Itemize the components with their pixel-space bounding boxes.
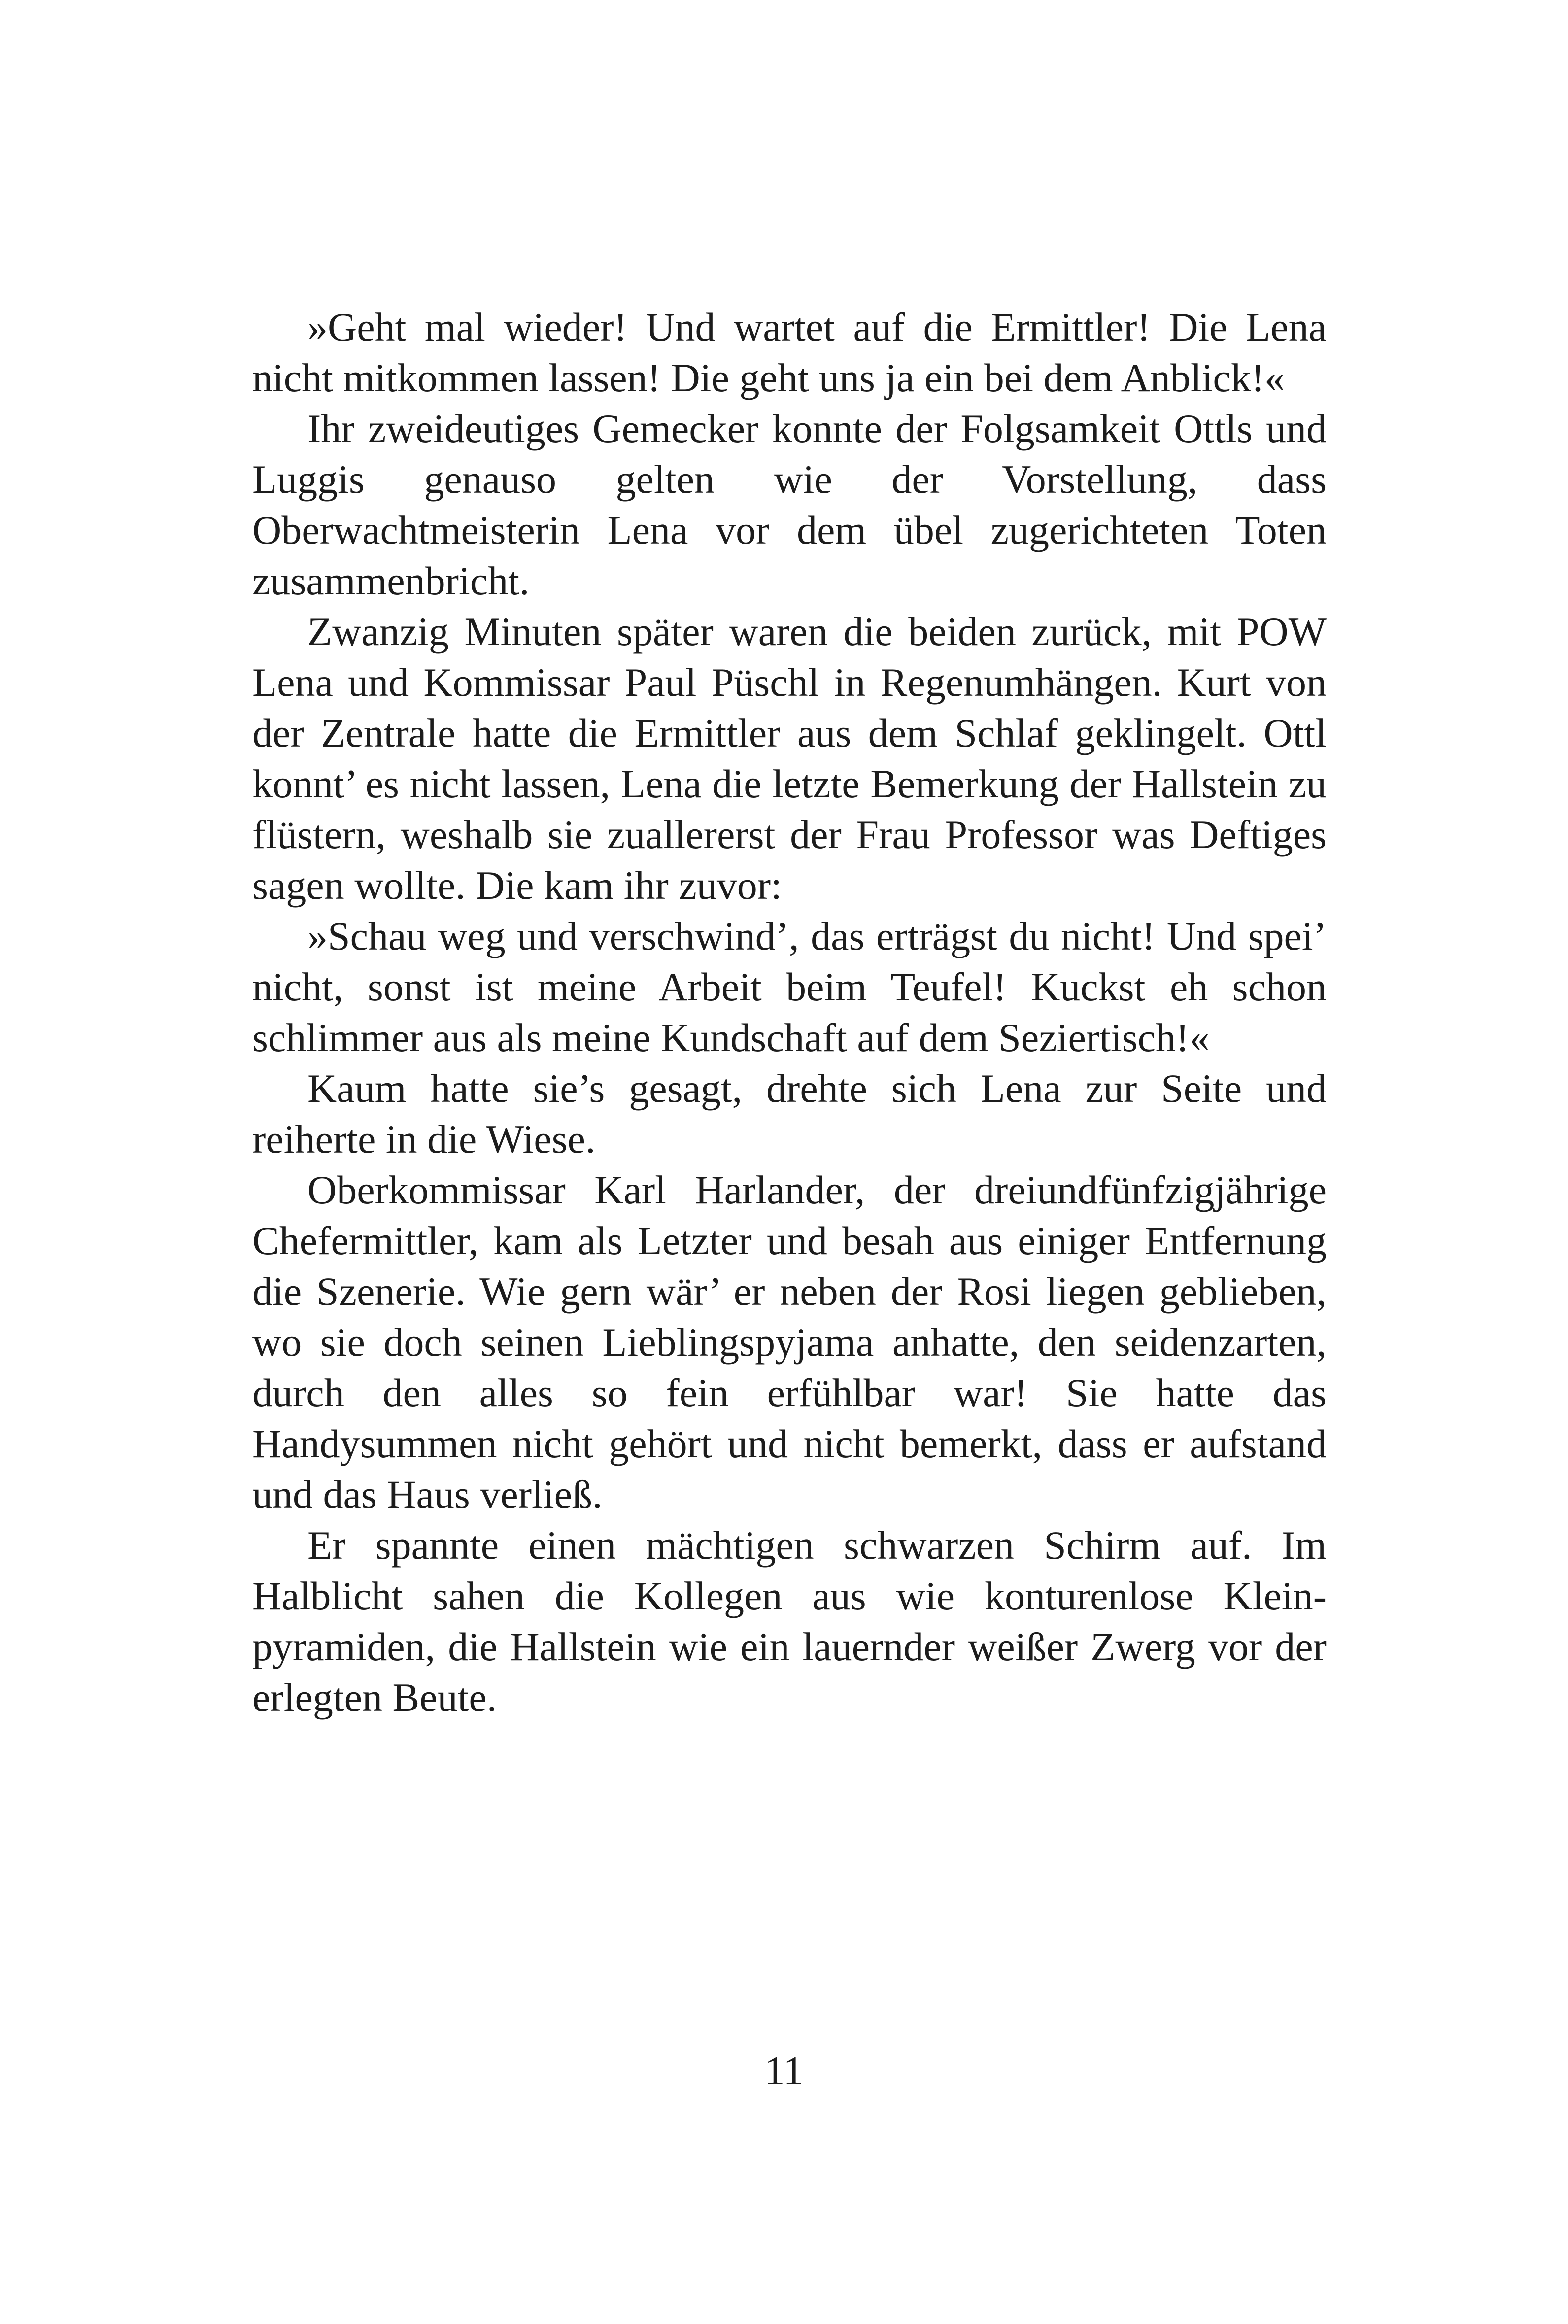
paragraph-5: Kaum hatte sie’s gesagt, drehte sich Lena zur Seite und reiherte in die Wiese. (252, 1066, 1327, 1162)
paragraph-6: Oberkommissar Karl Harlander, der dreiundfünfzigjährige Chefermittler, kam als Letzter und besah aus einiger Entfernung die Szenerie. Wie gern wär’ er neben der Rosi liegen geblieben, wo sie doch seinen Lieblingspyjama anhatte, den seidenzarten, durch den alles so fein erfühlbar war! Sie hatte das Handysummen nicht gehört und nicht bemerkt, dass er aufstand und das Haus verließ. (252, 1167, 1327, 1517)
page-number: 11 (764, 2048, 804, 2093)
paragraph-1: »Geht mal wieder! Und wartet auf die Ermittler! Die Lena nicht mitkommen lassen! Die geht uns ja ein bei dem Anblick!« (252, 305, 1327, 400)
paragraph-3: Zwanzig Minuten später waren die beiden zurück, mit POW Lena und Kommissar Paul Püschl in Regenumhängen. Kurt von der Zentrale hatte die Ermittler aus dem Schlaf geklingelt. Ottl konnt’ es nicht lassen, Lena die letzte Bemerkung der Hallstein zu flüstern, weshalb sie zuallererst der Frau Professor was Deftiges sagen wollte. Die kam ihr zuvor: (252, 609, 1327, 908)
paragraph-7: Er spannte einen mächtigen schwarzen Schirm auf. Im Halblicht sahen die Kollegen aus wie konturenlose Kleinpyramiden, die Hallstein wie ein lauernder weißer Zwerg vor der erlegten Beute. (252, 1523, 1327, 1720)
paragraph-2: Ihr zweideutiges Gemecker konnte der Folgsamkeit Ottls und Luggis genauso gelten wie der Vorstellung, dass Oberwachtmeisterin Lena vor dem übel zugerichteten Toten zusammenbricht. (252, 406, 1327, 603)
paragraph-4: »Schau weg und verschwind’, das erträgst du nicht! Und spei’ nicht, sonst ist meine Arbeit beim Teufel! Kuckst eh schon schlimmer aus als meine Kundschaft auf dem Seziertisch!« (252, 914, 1327, 1060)
body-text (252, 302, 1327, 1723)
